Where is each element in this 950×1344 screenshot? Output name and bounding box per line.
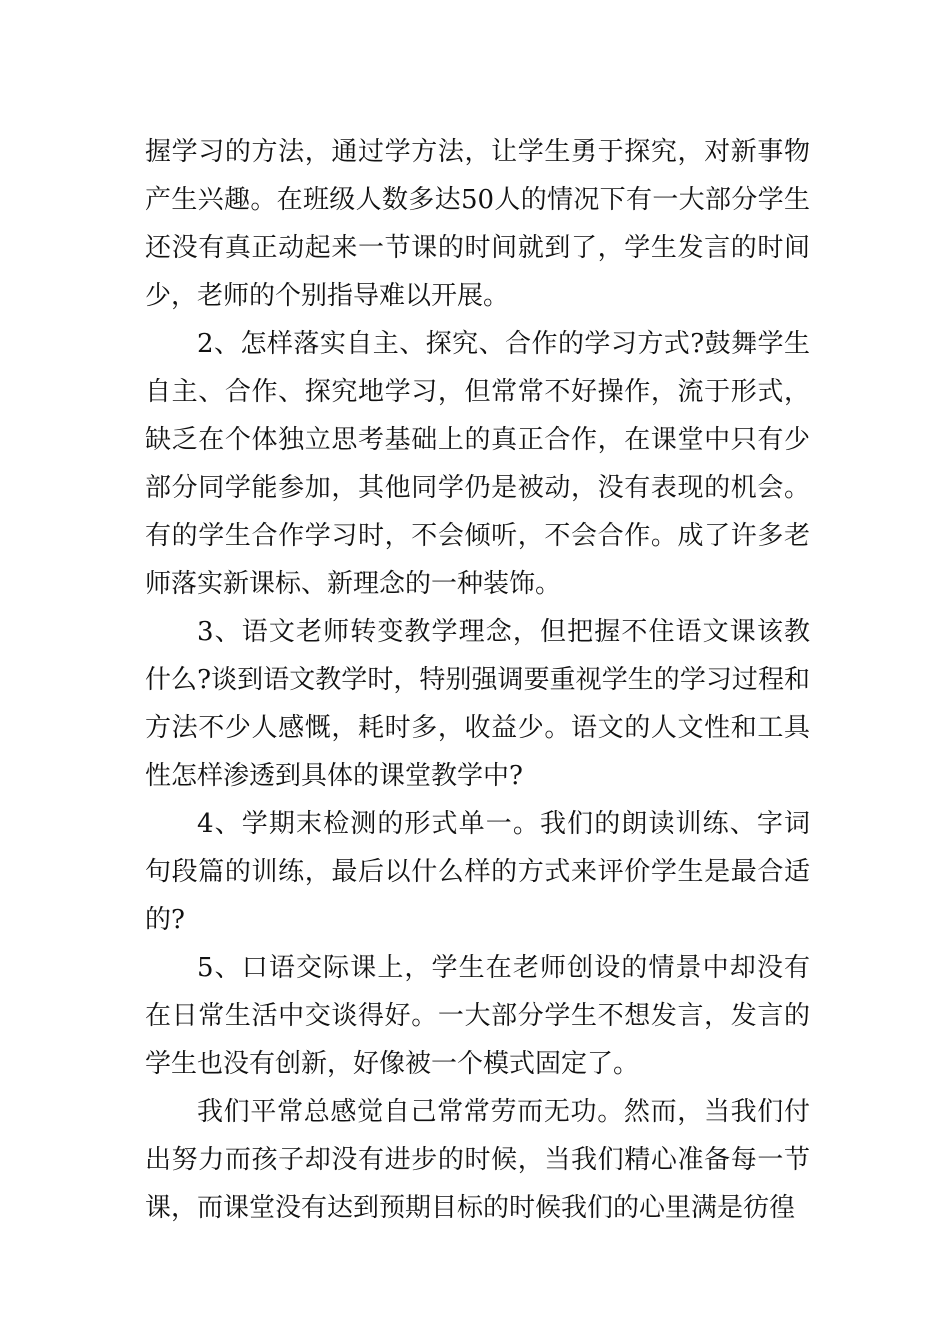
- paragraph-item-4: 4、学期末检测的形式单一。我们的朗读训练、字词句段篇的训练，最后以什么样的方式来评价学生是最合适的?: [145, 809, 810, 935]
- paragraph-item-3: 3、语文老师转变教学理念，但把握不住语文课该教什么?谈到语文教学时，特别强调要重视学生的学习过程和方法不少人感慨，耗时多，收益少。语文的人文性和工具性怎样渗透到具体的课堂教学中?: [145, 617, 810, 791]
- paragraph-item-5: 5、口语交际课上，学生在老师创设的情景中却没有在日常生活中交谈得好。一大部分学生不想发言，发言的学生也没有创新，好像被一个模式固定了。: [145, 953, 810, 1079]
- paragraph-closing: 我们平常总感觉自己常常劳而无功。然而，当我们付出努力而孩子却没有进步的时候，当我们精心准备每一节课，而课堂没有达到预期目标的时候我们的心里满是彷徨: [145, 1097, 810, 1223]
- paragraph-item-2: 2、怎样落实自主、探究、合作的学习方式?鼓舞学生自主、合作、探究地学习，但常常不好操作，流于形式，缺乏在个体独立思考基础上的真正合作，在课堂中只有少部分同学能参加，其他同学仍是被动，没有表现的机会。有的学生合作学习时，不会倾听，不会合作。成了许多老师落实新课标、新理念的一种装饰。: [145, 329, 810, 599]
- document-body: [145, 128, 810, 1232]
- paragraph-continuation: 握学习的方法，通过学方法，让学生勇于探究，对新事物产生兴趣。在班级人数多达50人的情况下有一大部分学生还没有真正动起来一节课的时间就到了，学生发言的时间少，老师的个别指导难以开展。: [145, 137, 810, 311]
